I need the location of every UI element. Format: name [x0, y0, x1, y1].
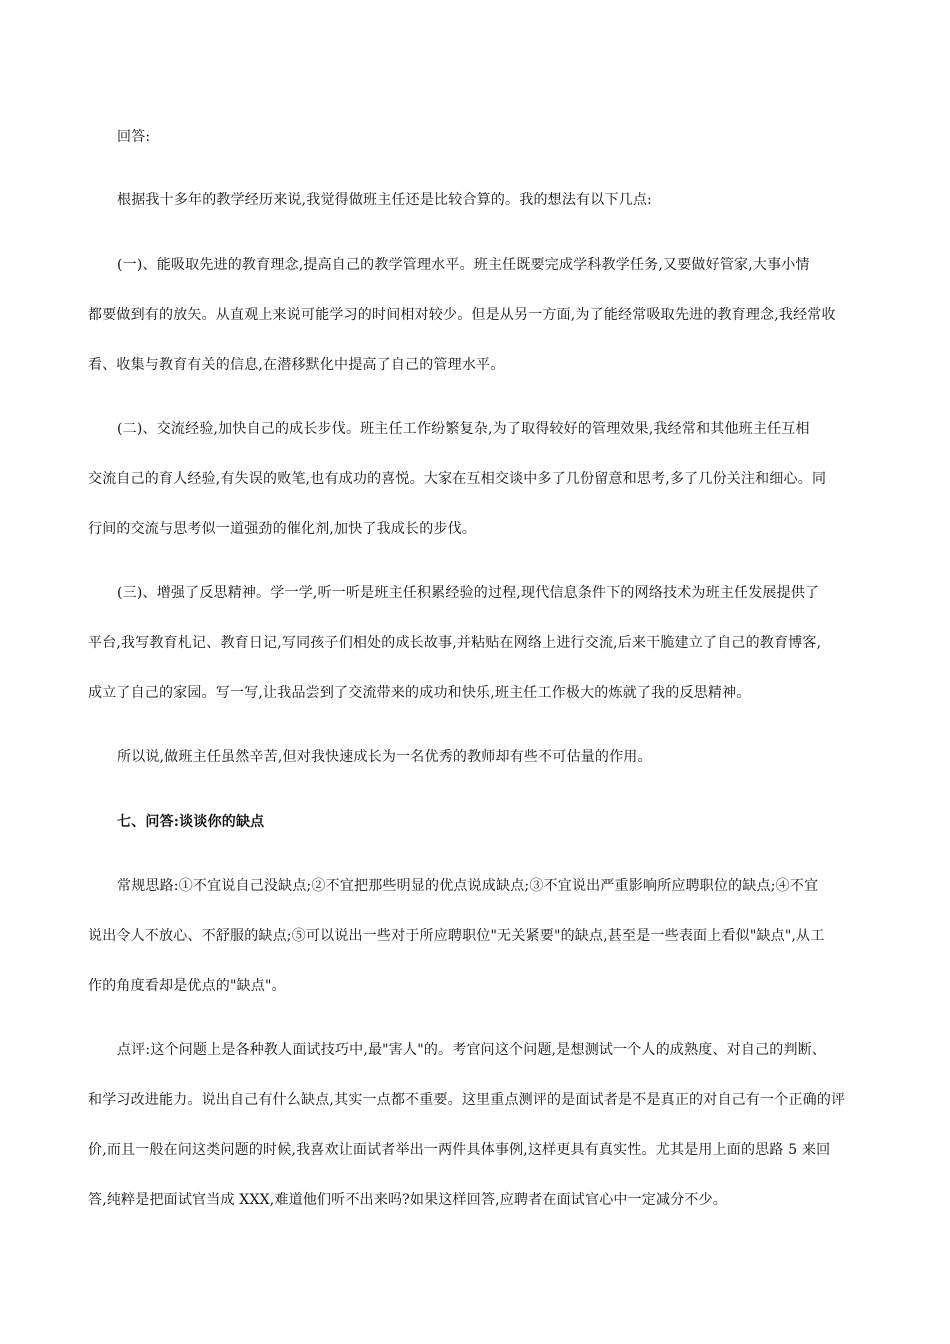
answer-label-text: 回答:	[117, 129, 151, 145]
point-three-line: 成立了自己的家园。写一写,让我品尝到了交流带来的成功和快乐,班主任工作极大的炼就了我的反思精神。	[88, 685, 751, 701]
point-two-line: 交流自己的育人经验,有失误的败笔,也有成功的喜悦。大家在互相交谈中多了几份留意和思考,多了几份关注和细心。同	[88, 471, 827, 487]
comment-line: 点评:这个问题上是各种教人面试技巧中,最"害人"的。考官问这个问题,是想测试一个人的成熟度、对自己的判断、	[117, 1042, 827, 1058]
intro-text: 根据我十多年的教学经历来说,我觉得做班主任还是比较合算的。我的想法有以下几点:	[117, 192, 652, 208]
comment-line: 答,纯粹是把面试官当成 XXX,难道他们听不出来吗?如果这样回答,应聘者在面试官心中一定减分不少。	[88, 1192, 728, 1208]
point-one-line: 看、收集与教育有关的信息,在潜移默化中提高了自己的管理水平。	[88, 357, 505, 373]
section-heading-text: 七、问答:谈谈你的缺点	[117, 814, 265, 830]
point-one-line: (一)、能吸取先进的教育理念,提高自己的教学管理水平。班主任既要完成学科教学任务,又要做好管家,大事小情	[117, 257, 810, 273]
approach-line: 说出令人不放心、不舒服的缺点;⑤可以说出一些对于所应聘职位"无关紧要"的缺点,甚至是一些表面上看似"缺点",从工	[88, 928, 825, 944]
conclusion-paragraph	[88, 732, 878, 782]
point-one-line: 都要做到有的放矢。从直观上来说可能学习的时间相对较少。但是从另一方面,为了能经常吸取先进的教育理念,我经常收	[88, 307, 836, 323]
conclusion-text: 所以说,做班主任虽然辛苦,但对我快速成长为一名优秀的教师却有些不可估量的作用。	[117, 749, 652, 765]
point-one-paragraph	[88, 240, 878, 390]
comment-paragraph	[88, 1025, 878, 1225]
point-three-paragraph	[88, 568, 878, 718]
point-two-line: 行间的交流与思考似一道强劲的催化剂,加快了我成长的步伐。	[88, 521, 477, 537]
point-two-line: (二)、交流经验,加快自己的成长步伐。班主任工作纷繁复杂,为了取得较好的管理效果,我经常和其他班主任互相	[117, 421, 810, 437]
answer-label	[88, 112, 878, 162]
comment-line: 价,而且一般在问这类问题的时候,我喜欢让面试者举出一两件具体事例,这样更具有真实性。尤其是用上面的思路 5 来回	[88, 1142, 831, 1158]
approach-paragraph	[88, 861, 878, 1011]
point-three-line: 平台,我写教育札记、教育日记,写同孩子们相处的成长故事,并粘贴在网络上进行交流,后来干脆建立了自己的教育博客,	[88, 635, 822, 651]
approach-line: 作的角度看却是优点的"缺点"。	[88, 978, 286, 994]
section-heading	[88, 797, 878, 847]
point-three-line: (三)、增强了反思精神。学一学,听一听是班主任积累经验的过程,现代信息条件下的网络技术为班主任发展提供了	[117, 585, 820, 601]
intro-paragraph	[88, 175, 878, 225]
comment-line: 和学习改进能力。说出自己有什么缺点,其实一点都不重要。这里重点测评的是面试者是不是真正的对自己有一个正确的评	[88, 1092, 846, 1108]
point-two-paragraph	[88, 404, 878, 554]
approach-line: 常规思路:①不宜说自己没缺点;②不宜把那些明显的优点说成缺点;③不宜说出严重影响所应聘职位的缺点;④不宜	[117, 878, 819, 894]
